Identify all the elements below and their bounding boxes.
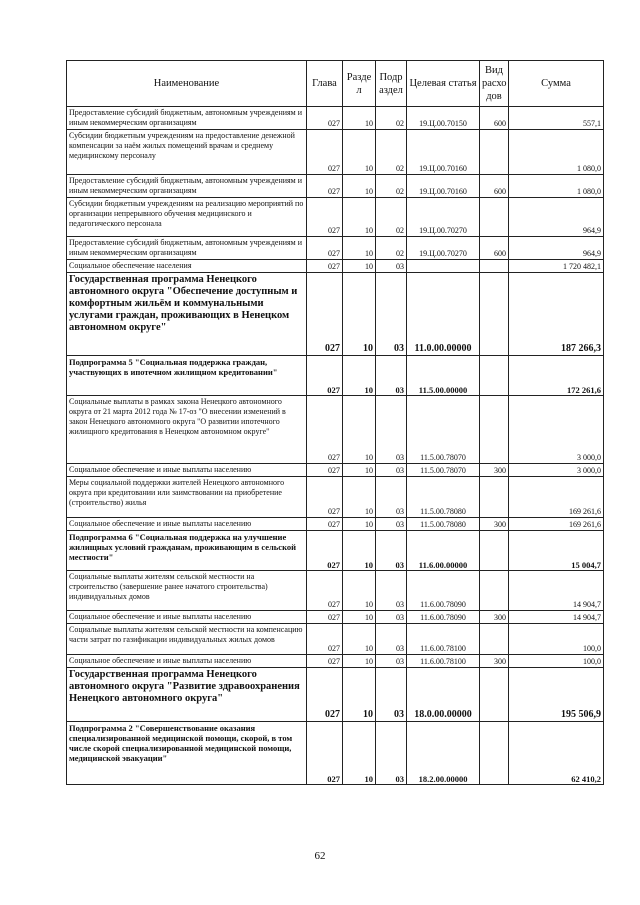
cell-glava: 027 (307, 356, 343, 396)
cell-glava: 027 (307, 655, 343, 668)
table-row (67, 107, 604, 130)
cell-name: Социальное обеспечение и иные выплаты населению (67, 518, 307, 531)
cell-razdel: 10 (343, 531, 376, 571)
cell-razdel: 10 (343, 107, 376, 130)
cell-sum: 14 904,7 (509, 611, 604, 624)
table-row (67, 668, 604, 722)
table-row (67, 531, 604, 571)
cell-sum: 1 080,0 (509, 175, 604, 198)
cell-sum: 169 261,6 (509, 518, 604, 531)
cell-name: Социальное обеспечение населения (67, 260, 307, 273)
header-vid: Вид расхо дов (480, 61, 509, 107)
cell-vid: 600 (480, 107, 509, 130)
cell-vid: 300 (480, 464, 509, 477)
cell-razdel: 10 (343, 518, 376, 531)
cell-glava: 027 (307, 396, 343, 464)
header-razdel: Разде л (343, 61, 376, 107)
header-podrazdel: Подр аздел (376, 61, 407, 107)
cell-article: 19.Ц.00.70270 (407, 198, 480, 237)
cell-podrazdel: 03 (376, 260, 407, 273)
table-row (67, 624, 604, 655)
cell-vid (480, 130, 509, 175)
cell-name: Предоставление субсидий бюджетным, автономным учреждениям и иным некоммерческим организациям (67, 175, 307, 198)
cell-razdel: 10 (343, 668, 376, 722)
cell-glava: 027 (307, 624, 343, 655)
cell-glava: 027 (307, 175, 343, 198)
cell-article: 11.6.00.00000 (407, 531, 480, 571)
table-row (67, 722, 604, 785)
table-row (67, 611, 604, 624)
table-row (67, 260, 604, 273)
cell-article: 11.5.00.78080 (407, 518, 480, 531)
cell-podrazdel: 03 (376, 531, 407, 571)
table-row (67, 571, 604, 611)
cell-vid: 300 (480, 655, 509, 668)
cell-razdel: 10 (343, 130, 376, 175)
cell-article: 19.Ц.00.70270 (407, 237, 480, 260)
cell-vid: 600 (480, 175, 509, 198)
cell-name: Предоставление субсидий бюджетным, автономным учреждениям и иным некоммерческим организациям (67, 107, 307, 130)
cell-sum: 187 266,3 (509, 273, 604, 356)
cell-name: Социальное обеспечение и иные выплаты населению (67, 611, 307, 624)
cell-podrazdel: 02 (376, 130, 407, 175)
cell-vid (480, 260, 509, 273)
cell-name: Субсидии бюджетным учреждениям на предоставление денежной компенсации за наём жилых помещений врачам и среднему медицинскому персоналу (67, 130, 307, 175)
cell-article: 11.5.00.00000 (407, 356, 480, 396)
cell-podrazdel: 03 (376, 477, 407, 518)
cell-vid (480, 198, 509, 237)
cell-name: Подпрограмма 6 "Социальная поддержка на улучшение жилищных условий гражданам, проживающим в сельской местности" (67, 531, 307, 571)
cell-podrazdel: 03 (376, 356, 407, 396)
cell-razdel: 10 (343, 624, 376, 655)
cell-razdel: 10 (343, 477, 376, 518)
cell-article: 11.6.00.78100 (407, 655, 480, 668)
cell-sum: 14 904,7 (509, 571, 604, 611)
cell-vid: 300 (480, 518, 509, 531)
cell-sum: 964,9 (509, 237, 604, 260)
cell-article (407, 260, 480, 273)
cell-podrazdel: 03 (376, 273, 407, 356)
header-name: Наименование (67, 61, 307, 107)
cell-sum: 15 004,7 (509, 531, 604, 571)
cell-name: Социальные выплаты в рамках закона Ненецкого автономного округа от 21 марта 2012 года № 17-оз "О внесении изменений в закон Ненецкого автономного округа "О развитии ипотечного жилищного кредитования в Ненецком автономном округе" (67, 396, 307, 464)
cell-vid (480, 624, 509, 655)
cell-name: Государственная программа Ненецкого автономного округа "Развитие здравоохранения Ненецкого автономного округа" (67, 668, 307, 722)
cell-glava: 027 (307, 722, 343, 785)
cell-name: Подпрограмма 5 "Социальная поддержка граждан, участвующих в ипотечном жилищном кредитовании" (67, 356, 307, 396)
header-row (67, 61, 604, 107)
cell-name: Государственная программа Ненецкого автономного округа "Обеспечение доступным и комфортным жильём и коммунальными услугами граждан, проживающих в Ненецком автономном округе" (67, 273, 307, 356)
cell-sum: 1 720 482,1 (509, 260, 604, 273)
cell-podrazdel: 03 (376, 611, 407, 624)
cell-article: 19.Ц.00.70160 (407, 175, 480, 198)
cell-article: 11.6.00.78090 (407, 571, 480, 611)
cell-podrazdel: 03 (376, 518, 407, 531)
budget-table (66, 60, 604, 785)
cell-article: 11.6.00.78090 (407, 611, 480, 624)
cell-name: Подпрограмма 2 "Совершенствование оказания специализированной медицинской помощи, скорой, в том числе скорой специализированной медицинской помощи, медицинской эвакуации" (67, 722, 307, 785)
cell-sum: 557,1 (509, 107, 604, 130)
table-row (67, 396, 604, 464)
table-row (67, 273, 604, 356)
table-row (67, 464, 604, 477)
cell-glava: 027 (307, 611, 343, 624)
table-row (67, 655, 604, 668)
cell-vid (480, 356, 509, 396)
cell-glava: 027 (307, 668, 343, 722)
cell-name: Социальное обеспечение и иные выплаты населению (67, 464, 307, 477)
cell-sum: 100,0 (509, 655, 604, 668)
cell-razdel: 10 (343, 260, 376, 273)
cell-razdel: 10 (343, 611, 376, 624)
cell-sum: 100,0 (509, 624, 604, 655)
cell-glava: 027 (307, 107, 343, 130)
header-article: Целевая статья (407, 61, 480, 107)
cell-glava: 027 (307, 260, 343, 273)
cell-podrazdel: 03 (376, 655, 407, 668)
cell-vid (480, 668, 509, 722)
cell-podrazdel: 03 (376, 571, 407, 611)
cell-razdel: 10 (343, 464, 376, 477)
cell-vid (480, 273, 509, 356)
cell-vid (480, 477, 509, 518)
cell-podrazdel: 03 (376, 722, 407, 785)
cell-glava: 027 (307, 273, 343, 356)
table-row (67, 237, 604, 260)
cell-vid (480, 531, 509, 571)
cell-name: Социальные выплаты жителям сельской местности на компенсацию части затрат по газификации индивидуальных жилых домов (67, 624, 307, 655)
cell-article: 18.0.00.00000 (407, 668, 480, 722)
cell-podrazdel: 02 (376, 198, 407, 237)
cell-podrazdel: 02 (376, 237, 407, 260)
cell-vid (480, 571, 509, 611)
cell-razdel: 10 (343, 722, 376, 785)
cell-glava: 027 (307, 531, 343, 571)
cell-glava: 027 (307, 237, 343, 260)
cell-razdel: 10 (343, 273, 376, 356)
cell-podrazdel: 03 (376, 624, 407, 655)
cell-name: Субсидии бюджетным учреждениям на реализацию мероприятий по организации непрерывного обучения медицинского и педагогического персонала (67, 198, 307, 237)
cell-name: Социальное обеспечение и иные выплаты населению (67, 655, 307, 668)
cell-podrazdel: 02 (376, 107, 407, 130)
cell-razdel: 10 (343, 175, 376, 198)
cell-sum: 195 506,9 (509, 668, 604, 722)
cell-sum: 3 000,0 (509, 396, 604, 464)
cell-sum: 62 410,2 (509, 722, 604, 785)
cell-article: 11.0.00.00000 (407, 273, 480, 356)
table-row (67, 477, 604, 518)
cell-name: Меры социальной поддержки жителей Ненецкого автономного округа при кредитовании или заимствовании на приобретение (строительство) жилья (67, 477, 307, 518)
cell-podrazdel: 03 (376, 668, 407, 722)
header-glava: Глава (307, 61, 343, 107)
cell-article: 11.5.00.78070 (407, 464, 480, 477)
cell-vid: 300 (480, 611, 509, 624)
cell-glava: 027 (307, 464, 343, 477)
table-row (67, 518, 604, 531)
cell-glava: 027 (307, 198, 343, 237)
cell-podrazdel: 03 (376, 396, 407, 464)
cell-glava: 027 (307, 130, 343, 175)
table-body (67, 107, 604, 785)
header-sum: Сумма (509, 61, 604, 107)
cell-article: 19.Ц.00.70160 (407, 130, 480, 175)
cell-sum: 169 261,6 (509, 477, 604, 518)
cell-glava: 027 (307, 571, 343, 611)
cell-razdel: 10 (343, 356, 376, 396)
cell-vid (480, 722, 509, 785)
cell-podrazdel: 02 (376, 175, 407, 198)
cell-sum: 3 000,0 (509, 464, 604, 477)
cell-razdel: 10 (343, 237, 376, 260)
table-row (67, 356, 604, 396)
cell-article: 11.5.00.78070 (407, 396, 480, 464)
cell-article: 11.5.00.78080 (407, 477, 480, 518)
cell-sum: 964,9 (509, 198, 604, 237)
cell-article: 18.2.00.00000 (407, 722, 480, 785)
cell-vid: 600 (480, 237, 509, 260)
cell-razdel: 10 (343, 571, 376, 611)
cell-name: Социальные выплаты жителям сельской местности на строительство (завершение ранее начатого строительства) индивидуальных домов (67, 571, 307, 611)
cell-vid (480, 396, 509, 464)
cell-name: Предоставление субсидий бюджетным, автономным учреждениям и иным некоммерческим организациям (67, 237, 307, 260)
cell-razdel: 10 (343, 396, 376, 464)
table-row (67, 198, 604, 237)
cell-article: 19.Ц.00.70150 (407, 107, 480, 130)
cell-article: 11.6.00.78100 (407, 624, 480, 655)
cell-sum: 1 080,0 (509, 130, 604, 175)
table-row (67, 175, 604, 198)
cell-razdel: 10 (343, 198, 376, 237)
table-row (67, 130, 604, 175)
cell-glava: 027 (307, 518, 343, 531)
cell-sum: 172 261,6 (509, 356, 604, 396)
page-number: 62 (314, 850, 326, 862)
cell-podrazdel: 03 (376, 464, 407, 477)
cell-glava: 027 (307, 477, 343, 518)
cell-razdel: 10 (343, 655, 376, 668)
